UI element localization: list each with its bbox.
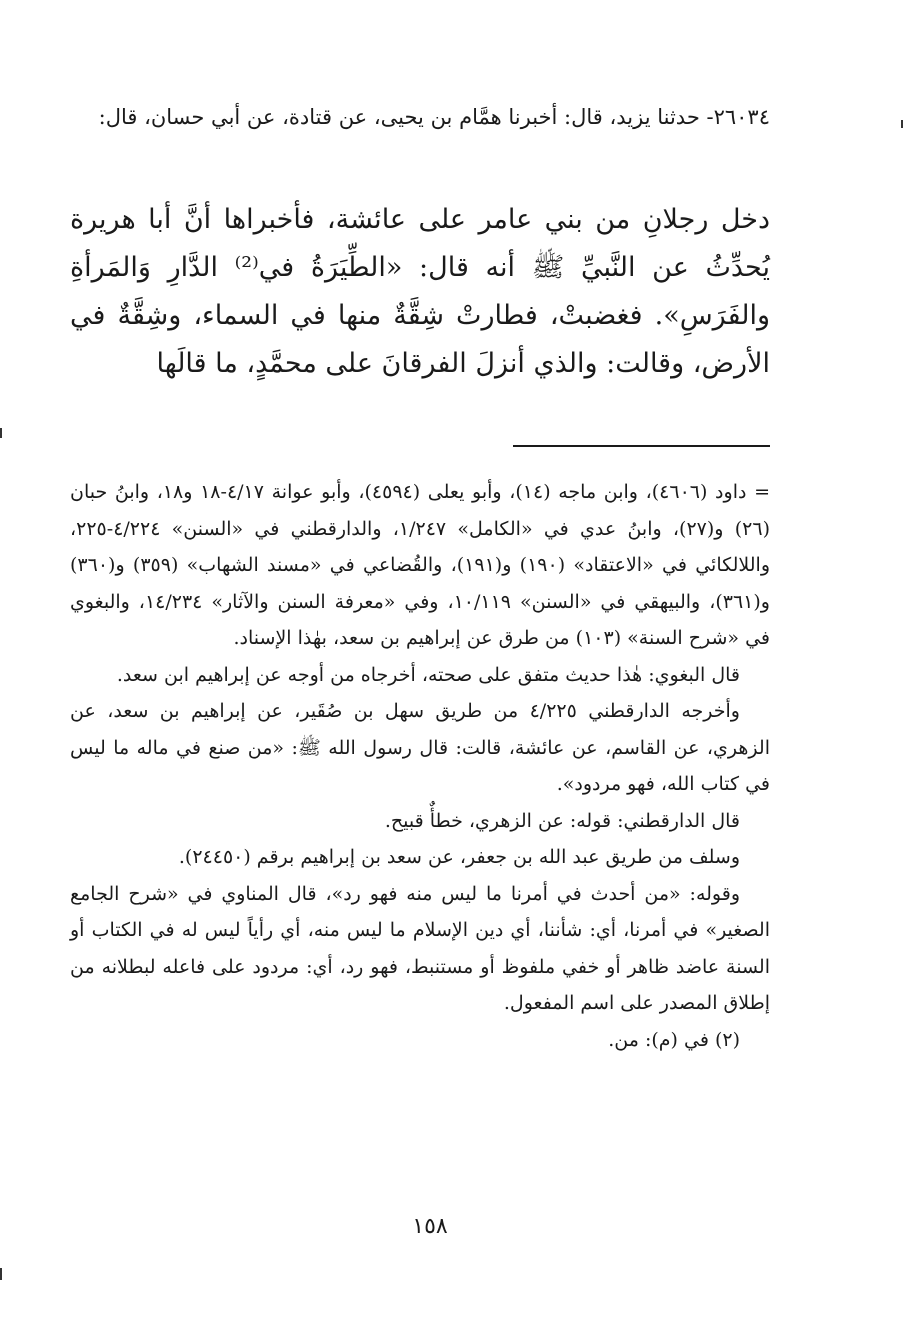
footnotes-section [70, 474, 770, 1058]
scan-edge-mark [0, 428, 2, 438]
footnote-paragraph: وقوله: «من أحدث في أمرنا ما ليس منه فهو رد»، قال المناوي في «شرح الجامع الصغير» في أمرنا، أي: شأننا، أي دين الإسلام ما ليس منه، أي رأياً ليس له في الكتاب أو السنة عاضد ظاهر أو خفي ملفوظ أو مستنبط، فهو رد، أي: مردود على فاعله لبطلانه من إطلاق المصدر على اسم المفعول. [70, 882, 770, 1014]
footnote-continuation: = داود (٤٦٠٦)، وابن ماجه (١٤)، وأبو يعلى (٤٥٩٤)، وأبو عوانة ٤/١٧-١٨ و١٨، وابنُ حبان (٢٦) و(٢٧)، وابنُ عدي في «الكامل» ١/٢٤٧، والدارقطني في «السنن» ٤/٢٢٤-٢٢٥، واللالكائي في «الاعتقاد» (١٩٠) و(١٩١)، والقُضاعي في «مسند الشهاب» (٣٥٩) و(٣٦٠) و(٣٦١)، والبيهقي في «السنن» ١٠/١١٩، وفي «معرفة السنن والآثار» ١٤/٢٣٤، والبغوي في «شرح السنة» (١٠٣) من طرق عن إبراهيم بن سعد، بهٰذا الإسناد. [70, 481, 770, 649]
footnote-paragraph: قال الدارقطني: قوله: عن الزهري، خطأٌ قبيح. [384, 809, 740, 832]
footnote-paragraph: قال البغوي: هٰذا حديث متفق على صحته، أخرجاه من أوجه عن إبراهيم ابن سعد. [116, 663, 740, 686]
footnote-paragraph: وسلف من طريق عبد الله بن جعفر، عن سعد بن إبراهيم برقم (٢٤٤٥٠). [178, 846, 740, 868]
hadith-isnad: ٢٦٠٣٤- حدثنا يزيد، قال: أخبرنا همَّام بن يحيى، عن قتادة، عن أبي حسان، قال: [98, 105, 770, 129]
scan-edge-mark [0, 1268, 2, 1280]
hadith-matn: دخل رجلانِ من بني عامر على عائشة، فأخبراها أنَّ أبا هريرة يُحدِّثُ عن النَّبيِّ ﷺ أنه قال: «الطِّيَرَةُ في⁽²⁾ الدَّارِ وَالمَرأةِ والفَرَسِ». فغضبتْ، فطارتْ شِقَّةٌ منها في السماء، وشِقَّةٌ في الأرض، وقالت: والذي أنزلَ الفرقانَ على محمَّدٍ، ما قالَها [70, 204, 770, 379]
page-number: ١٥٨ [412, 1214, 448, 1239]
footnote-divider [513, 445, 770, 447]
footnote-2: (٢) في (م): من. [608, 1028, 740, 1051]
footnote-paragraph: وأخرجه الدارقطني ٤/٢٢٥ من طريق سهل بن صُقَير، عن إبراهيم بن سعد، عن الزهري، عن القاسم، عن عائشة، قالت: قال رسول الله ﷺ: «من صنع في ماله ما ليس في كتاب الله، فهو مردود». [70, 700, 770, 795]
